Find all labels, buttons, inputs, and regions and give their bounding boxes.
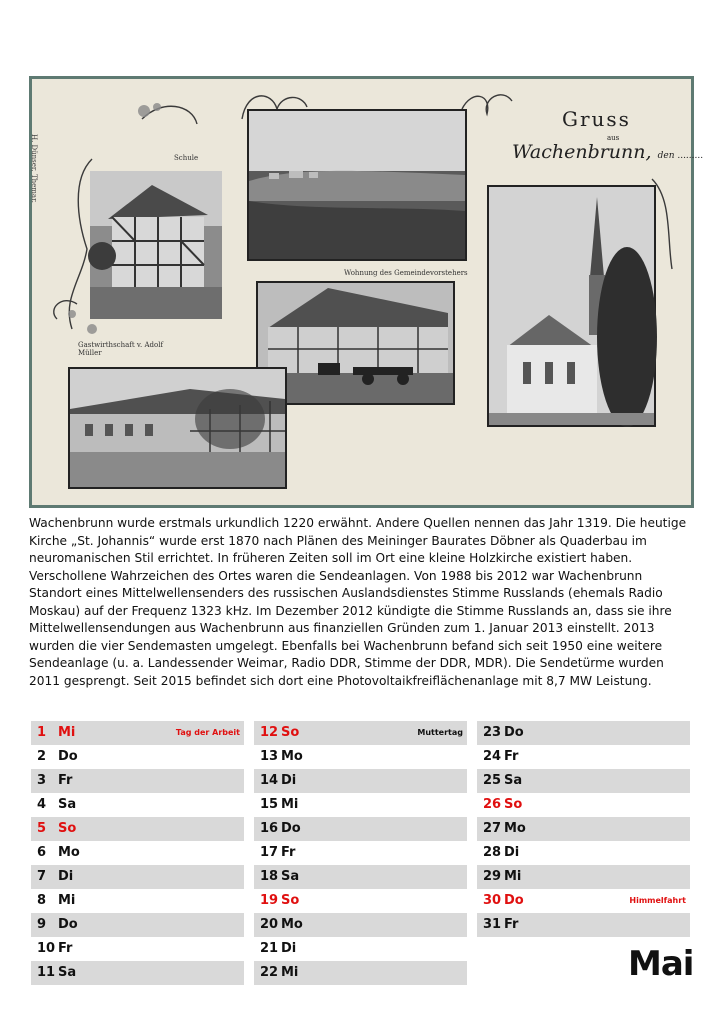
weekday: Fr [281, 845, 296, 860]
day-number: 25 [483, 773, 502, 788]
day-number: 10 [37, 941, 56, 956]
photo-caption-gastwirthschaft: Gastwirthschaft v. Adolf Müller [78, 341, 164, 357]
calendar-day [254, 913, 467, 937]
day-number: 27 [483, 821, 502, 836]
weekday: Fr [58, 773, 73, 788]
photo-panorama [247, 109, 467, 261]
place-name-text: Wachenbrunn, [512, 141, 652, 163]
month-name: Mai [628, 944, 694, 984]
photo-caption-wohnung: Wohnung des Gemeindevorstehers [344, 269, 468, 277]
weekday: Mo [58, 845, 80, 860]
calendar-day [477, 721, 690, 745]
weekday: So [281, 893, 300, 908]
calendar-day [31, 745, 244, 769]
weekday: Di [58, 869, 74, 884]
weekday: So [58, 821, 77, 836]
calendar-column [254, 721, 467, 985]
weekday: Sa [58, 797, 77, 812]
calendar-day [254, 793, 467, 817]
day-number: 19 [260, 893, 279, 908]
day-number: 16 [260, 821, 279, 836]
weekday: Sa [281, 869, 300, 884]
weekday: So [281, 725, 300, 740]
place-date-line: den ......... [657, 151, 704, 161]
day-number: 3 [37, 773, 47, 788]
calendar-day [31, 865, 244, 889]
calendar-day [254, 721, 467, 745]
weekday: Di [281, 773, 297, 788]
calendar-day [477, 889, 690, 913]
photo-kirche [487, 185, 656, 427]
weekday: Mo [281, 917, 303, 932]
article-text [29, 515, 697, 690]
calendar-day [254, 889, 467, 913]
day-number: 6 [37, 845, 47, 860]
weekday: Do [58, 917, 78, 932]
day-number: 31 [483, 917, 502, 932]
calendar-column [477, 721, 690, 937]
day-number: 28 [483, 845, 502, 860]
weekday: Mo [504, 821, 526, 836]
article-paragraph: Verschollene Wahrzeichen des Ortes waren die Sendeanlagen. Von 1988 bis 2012 war Wachenbrunn Standort eines Mittelwellensenders des russischen Auslandsdienstes Stimme Russlands (ehemals Radio Moskau) auf der Frequenz 1323 kHz. Im Dezember 2012 kündigte die Stimme Russlands an, dass sie ihre Mittelwellensendungen aus Wachenbrunn aus finanziellen Gründen zum 1. Januar 2013 einstellt. 2013 wurden die vier Sendemasten umgelegt. Ebenfalls bei Wachenbrunn befand sich seit 1950 eine weitere Sendeanlage (u. a. Landessender Weimar, Radio DDR, Stimme der DDR, MDR). Die Sendetürme wurden 2011 gesprengt. Seit 2015 befindet sich dort eine Photovoltaikfreiflächenanlage mit 8,7 MW Leistung. [29, 568, 672, 688]
photo-caption-schule: Schule [174, 154, 199, 162]
greeting-heading: Gruss [562, 107, 631, 131]
publisher-imprint: H. Dünser, Themar. [30, 134, 38, 203]
calendar-day [254, 841, 467, 865]
day-number: 15 [260, 797, 279, 812]
calendar-day [31, 793, 244, 817]
calendar-day [31, 817, 244, 841]
calendar-column [31, 721, 244, 985]
photo-schule [90, 171, 222, 319]
day-number: 17 [260, 845, 279, 860]
calendar-day [254, 769, 467, 793]
weekday: Sa [58, 965, 77, 980]
calendar-day [477, 865, 690, 889]
weekday: Mi [281, 797, 299, 812]
day-number: 30 [483, 893, 502, 908]
day-number: 29 [483, 869, 502, 884]
greeting-aus: aus [607, 134, 620, 142]
day-number: 18 [260, 869, 279, 884]
calendar-day [477, 793, 690, 817]
weekday: Fr [58, 941, 73, 956]
weekday: Di [281, 941, 297, 956]
day-number: 20 [260, 917, 279, 932]
calendar-day [31, 937, 244, 961]
day-number: 14 [260, 773, 279, 788]
calendar-day [477, 841, 690, 865]
calendar-day [477, 769, 690, 793]
day-number: 2 [37, 749, 47, 764]
day-number: 21 [260, 941, 279, 956]
calendar-day [254, 865, 467, 889]
day-number: 24 [483, 749, 502, 764]
calendar-day [254, 937, 467, 961]
holiday-label: Muttertag [417, 728, 463, 737]
day-number: 9 [37, 917, 47, 932]
calendar-day [477, 913, 690, 937]
day-number: 12 [260, 725, 279, 740]
calendar-day [31, 961, 244, 985]
historic-postcard [29, 76, 704, 508]
day-number: 23 [483, 725, 502, 740]
weekday: Mi [58, 893, 76, 908]
day-number: 4 [37, 797, 47, 812]
weekday: Mi [58, 725, 76, 740]
weekday: Do [281, 821, 301, 836]
weekday: Do [504, 893, 524, 908]
weekday: Fr [504, 749, 519, 764]
holiday-label: Tag der Arbeit [175, 728, 240, 737]
calendar-day [477, 745, 690, 769]
weekday: Sa [504, 773, 523, 788]
calendar-day [31, 889, 244, 913]
calendar-day [31, 769, 244, 793]
day-number: 8 [37, 893, 47, 908]
weekday: Fr [504, 917, 519, 932]
article-paragraph: Wachenbrunn wurde erstmals urkundlich 1220 erwähnt. Andere Quellen nennen das Jahr 1319. Die heutige Kirche „St. Johannis“ wurde erst 1870 nach Plänen des Meininger Baurates Döbner als Quaderbau im neuromanischen Stil errichtet. In früheren Zeiten soll im Ort eine kleine Holzkirche existiert haben. [29, 516, 687, 565]
weekday: Do [504, 725, 524, 740]
day-number: 11 [37, 965, 56, 980]
weekday: So [504, 797, 523, 812]
calendar-day [477, 817, 690, 841]
day-number: 7 [37, 869, 47, 884]
day-number: 1 [37, 725, 47, 740]
calendar-day [31, 913, 244, 937]
weekday: Mi [504, 869, 522, 884]
calendar-day [254, 745, 467, 769]
calendar-day [31, 841, 244, 865]
calendar-day [31, 721, 244, 745]
calendar-day [254, 817, 467, 841]
weekday: Do [58, 749, 78, 764]
day-number: 22 [260, 965, 279, 980]
place-name [512, 141, 703, 163]
day-number: 13 [260, 749, 279, 764]
day-number: 5 [37, 821, 47, 836]
calendar-day [254, 961, 467, 985]
weekday: Mi [281, 965, 299, 980]
weekday: Di [504, 845, 520, 860]
day-number: 26 [483, 797, 502, 812]
holiday-label: Himmelfahrt [629, 896, 686, 905]
weekday: Mo [281, 749, 303, 764]
photo-gastwirthschaft [68, 367, 287, 489]
